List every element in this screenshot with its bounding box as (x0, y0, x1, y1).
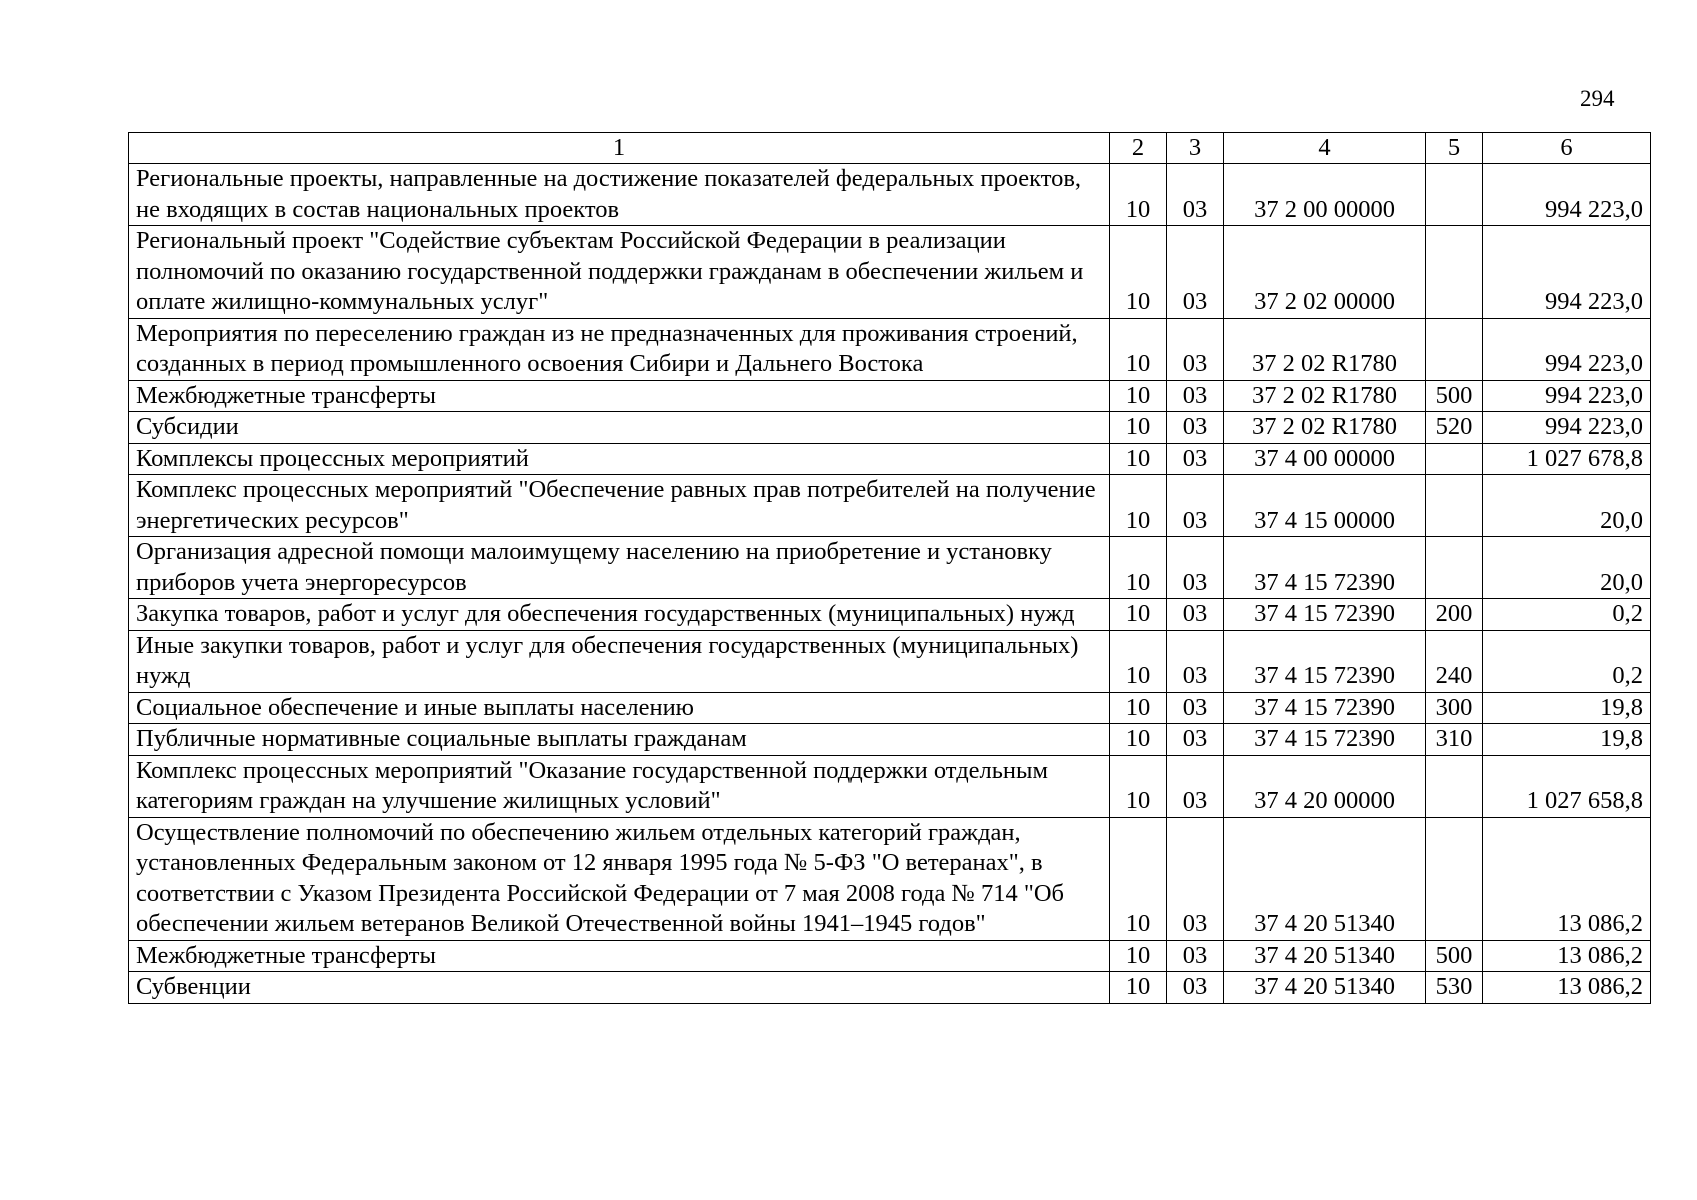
table-row (129, 817, 1651, 940)
column-header-2: 2 (1110, 133, 1167, 164)
row-name-cell: Субвенции (129, 972, 1110, 1004)
row-expense-type-cell: 500 (1426, 940, 1483, 972)
row-target-article-cell: 37 4 20 51340 (1224, 817, 1426, 940)
row-subsection-cell: 03 (1167, 817, 1224, 940)
row-expense-type-cell: 200 (1426, 599, 1483, 631)
row-amount-cell: 994 223,0 (1483, 380, 1651, 412)
row-section-cell: 10 (1110, 724, 1167, 756)
table-row (129, 599, 1651, 631)
row-name-cell: Комплекс процессных мероприятий "Обеспечение равных прав потребителей на получение энергетических ресурсов" (129, 475, 1110, 537)
row-target-article-cell: 37 4 20 51340 (1224, 940, 1426, 972)
row-expense-type-cell: 240 (1426, 630, 1483, 692)
row-section-cell: 10 (1110, 318, 1167, 380)
row-name-cell: Межбюджетные трансферты (129, 380, 1110, 412)
row-amount-cell: 1 027 678,8 (1483, 443, 1651, 475)
row-amount-cell: 19,8 (1483, 692, 1651, 724)
row-target-article-cell: 37 4 15 00000 (1224, 475, 1426, 537)
row-subsection-cell: 03 (1167, 537, 1224, 599)
row-section-cell: 10 (1110, 692, 1167, 724)
row-target-article-cell: 37 4 15 72390 (1224, 630, 1426, 692)
row-subsection-cell: 03 (1167, 164, 1224, 226)
table-row (129, 630, 1651, 692)
row-expense-type-cell (1426, 443, 1483, 475)
row-amount-cell: 0,2 (1483, 599, 1651, 631)
column-header-5: 5 (1426, 133, 1483, 164)
table-row (129, 318, 1651, 380)
row-subsection-cell: 03 (1167, 972, 1224, 1004)
row-subsection-cell: 03 (1167, 755, 1224, 817)
row-subsection-cell: 03 (1167, 226, 1224, 319)
row-section-cell: 10 (1110, 537, 1167, 599)
table-row (129, 692, 1651, 724)
row-name-cell: Публичные нормативные социальные выплаты гражданам (129, 724, 1110, 756)
row-section-cell: 10 (1110, 164, 1167, 226)
row-name-cell: Региональные проекты, направленные на достижение показателей федеральных проектов, не входящих в состав национальных проектов (129, 164, 1110, 226)
row-subsection-cell: 03 (1167, 940, 1224, 972)
row-target-article-cell: 37 4 20 51340 (1224, 972, 1426, 1004)
row-name-cell: Закупка товаров, работ и услуг для обеспечения государственных (муниципальных) нужд (129, 599, 1110, 631)
table-body (129, 133, 1651, 1004)
row-section-cell: 10 (1110, 412, 1167, 444)
row-target-article-cell: 37 4 15 72390 (1224, 692, 1426, 724)
row-subsection-cell: 03 (1167, 599, 1224, 631)
row-name-cell: Комплекс процессных мероприятий "Оказание государственной поддержки отдельным категориям граждан на улучшение жилищных условий" (129, 755, 1110, 817)
row-expense-type-cell (1426, 537, 1483, 599)
row-expense-type-cell (1426, 817, 1483, 940)
row-section-cell: 10 (1110, 817, 1167, 940)
column-header-4: 4 (1224, 133, 1426, 164)
row-section-cell: 10 (1110, 226, 1167, 319)
column-header-1: 1 (129, 133, 1110, 164)
row-amount-cell: 994 223,0 (1483, 226, 1651, 319)
row-subsection-cell: 03 (1167, 630, 1224, 692)
row-name-cell: Осуществление полномочий по обеспечению жильем отдельных категорий граждан, установленных Федеральным законом от 12 января 1995 года № 5-ФЗ "О ветеранах", в соответствии с Указом Президента Российской Федерации от 7 мая 2008 года № 714 "Об обеспечении жильем ветеранов Великой Отечественной войны 1941–1945 годов" (129, 817, 1110, 940)
table-row (129, 226, 1651, 319)
row-target-article-cell: 37 2 02 R1780 (1224, 380, 1426, 412)
row-subsection-cell: 03 (1167, 380, 1224, 412)
row-target-article-cell: 37 2 02 R1780 (1224, 412, 1426, 444)
table-row (129, 724, 1651, 756)
row-amount-cell: 19,8 (1483, 724, 1651, 756)
row-name-cell: Межбюджетные трансферты (129, 940, 1110, 972)
row-section-cell: 10 (1110, 972, 1167, 1004)
row-target-article-cell: 37 4 20 00000 (1224, 755, 1426, 817)
table-row (129, 755, 1651, 817)
row-expense-type-cell (1426, 475, 1483, 537)
row-target-article-cell: 37 4 00 00000 (1224, 443, 1426, 475)
row-section-cell: 10 (1110, 755, 1167, 817)
row-amount-cell: 20,0 (1483, 475, 1651, 537)
row-name-cell: Комплексы процессных мероприятий (129, 443, 1110, 475)
page-number: 294 (1580, 86, 1615, 111)
row-subsection-cell: 03 (1167, 412, 1224, 444)
table-row (129, 475, 1651, 537)
row-name-cell: Субсидии (129, 412, 1110, 444)
row-expense-type-cell: 530 (1426, 972, 1483, 1004)
row-expense-type-cell (1426, 164, 1483, 226)
row-amount-cell: 994 223,0 (1483, 164, 1651, 226)
header-row (129, 133, 1651, 164)
row-section-cell: 10 (1110, 630, 1167, 692)
row-target-article-cell: 37 2 02 00000 (1224, 226, 1426, 319)
column-header-3: 3 (1167, 133, 1224, 164)
row-subsection-cell: 03 (1167, 724, 1224, 756)
row-subsection-cell: 03 (1167, 475, 1224, 537)
row-amount-cell: 20,0 (1483, 537, 1651, 599)
row-name-cell: Мероприятия по переселению граждан из не предназначенных для проживания строений, созданных в период промышленного освоения Сибири и Дальнего Востока (129, 318, 1110, 380)
row-subsection-cell: 03 (1167, 318, 1224, 380)
table-row (129, 537, 1651, 599)
budget-table (128, 132, 1651, 1004)
row-amount-cell: 13 086,2 (1483, 940, 1651, 972)
row-section-cell: 10 (1110, 599, 1167, 631)
row-expense-type-cell: 500 (1426, 380, 1483, 412)
row-expense-type-cell (1426, 755, 1483, 817)
table-row (129, 412, 1651, 444)
row-target-article-cell: 37 2 02 R1780 (1224, 318, 1426, 380)
row-section-cell: 10 (1110, 380, 1167, 412)
row-target-article-cell: 37 2 00 00000 (1224, 164, 1426, 226)
row-target-article-cell: 37 4 15 72390 (1224, 599, 1426, 631)
row-amount-cell: 13 086,2 (1483, 972, 1651, 1004)
table-row (129, 972, 1651, 1004)
table-row (129, 443, 1651, 475)
row-section-cell: 10 (1110, 940, 1167, 972)
row-amount-cell: 1 027 658,8 (1483, 755, 1651, 817)
row-expense-type-cell (1426, 318, 1483, 380)
row-expense-type-cell: 520 (1426, 412, 1483, 444)
row-amount-cell: 0,2 (1483, 630, 1651, 692)
row-amount-cell: 994 223,0 (1483, 412, 1651, 444)
row-name-cell: Иные закупки товаров, работ и услуг для обеспечения государственных (муниципальных) нужд (129, 630, 1110, 692)
row-target-article-cell: 37 4 15 72390 (1224, 724, 1426, 756)
row-amount-cell: 994 223,0 (1483, 318, 1651, 380)
row-name-cell: Региональный проект "Содействие субъектам Российской Федерации в реализации полномочий по оказанию государственной поддержки гражданам в обеспечении жильем и оплате жилищно-коммунальных услуг" (129, 226, 1110, 319)
row-subsection-cell: 03 (1167, 692, 1224, 724)
row-section-cell: 10 (1110, 475, 1167, 537)
table-row (129, 164, 1651, 226)
row-section-cell: 10 (1110, 443, 1167, 475)
row-name-cell: Социальное обеспечение и иные выплаты населению (129, 692, 1110, 724)
table-row (129, 380, 1651, 412)
table-row (129, 940, 1651, 972)
column-header-6: 6 (1483, 133, 1651, 164)
row-subsection-cell: 03 (1167, 443, 1224, 475)
row-expense-type-cell: 300 (1426, 692, 1483, 724)
row-name-cell: Организация адресной помощи малоимущему населению на приобретение и установку приборов учета энергоресурсов (129, 537, 1110, 599)
row-expense-type-cell: 310 (1426, 724, 1483, 756)
row-expense-type-cell (1426, 226, 1483, 319)
row-amount-cell: 13 086,2 (1483, 817, 1651, 940)
row-target-article-cell: 37 4 15 72390 (1224, 537, 1426, 599)
